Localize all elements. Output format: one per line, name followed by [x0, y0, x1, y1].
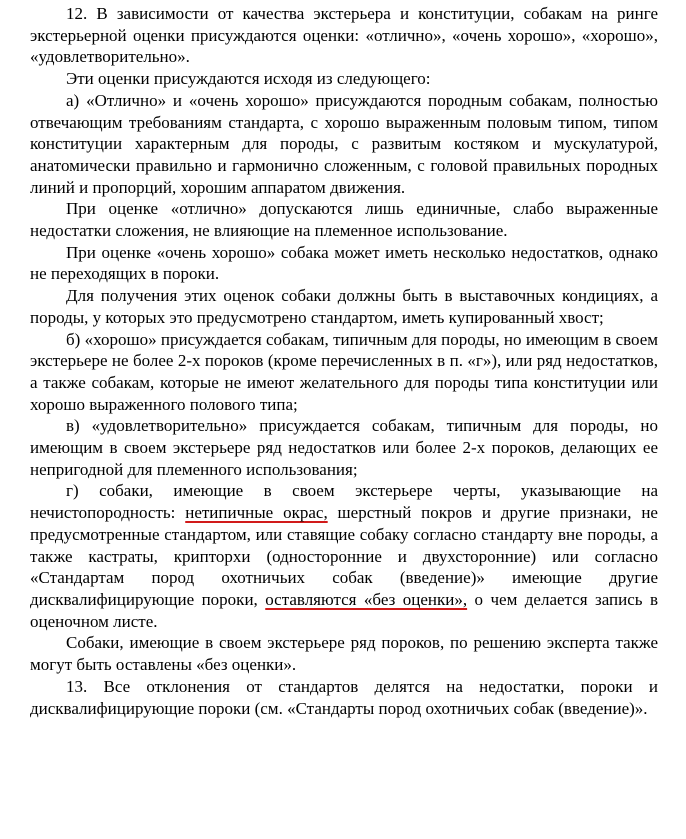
- paragraph-g-text-1: г) собаки, имеющие в своем экстерьере черты, указывающие на нечистопородность:: [30, 481, 658, 523]
- paragraph-g-text-2: шерстный покров и другие признаки, не предусмотренные стандартом, или ставящие собаку согласно стандарту вне породы, а также кастраты, крипторхи (односторонние и двухсторонние) или согласно «Стандартам пород охотничьих собак (введение)» имеющие другие дисквалифицирующие пороки,: [30, 503, 658, 609]
- paragraph-excellent-note: При оценке «отлично» допускаются лишь единичные, слабо выраженные недостатки сложения, не влияющие на племенное использование.: [30, 199, 658, 241]
- underlined-phrase-atypical-color: нетипичные окрас,: [185, 503, 328, 523]
- underlined-phrase-without-grade: оставляются «без оценки»,: [265, 589, 468, 609]
- paragraph-g: [30, 480, 658, 632]
- paragraph-conditions: Для получения этих оценок собаки должны быть в выставочных кондициях, а породы, у которых это предусмотрено стандартом, иметь купированный хвост;: [30, 286, 658, 327]
- paragraph-no-grade-note: Собаки, имеющие в своем экстерьере ряд пороков, по решению эксперта также могут быть оставлены «без оценки».: [30, 633, 658, 675]
- paragraph-g-text-3: о чем делается запись в оценочном листе.: [30, 589, 658, 631]
- paragraph-v: в) «удовлетворительно» присуждается собакам, типичным для породы, но имеющим в своем экстерьере ряд недостатков или более 2-х пороков, делающих ее непригодной для племенного использования;: [30, 416, 658, 479]
- paragraph-b: б) «хорошо» присуждается собакам, типичным для породы, но имеющим в своем экстерьере не более 2-х пороков (кроме перечисленных в п. «г»), или ряд недостатков, а также собакам, которые не имеют желательного для породы типа конституции или хорошо выраженного полового типа;: [30, 329, 658, 414]
- paragraph-a: а) «Отлично» и «очень хорошо» присуждаются породным собакам, полностью отвечающим требованиям стандарта, с хорошо выраженным половым типом, типом конституции характерным для породы, с развитым костяком и мускулатурой, анатомически правильно и гармонично сложенным, с головой правильных породных линий и пропорций, хорошим аппаратом движения.: [30, 90, 658, 197]
- paragraph-intro: Эти оценки присуждаются исходя из следующего:: [66, 69, 431, 89]
- paragraph-13: 13. Все отклонения от стандартов делятся на недостатки, пороки и дисквалифицирующие пороки (см. «Стандарты пород охотничьих собак (введение)».: [30, 676, 658, 718]
- paragraph-very-good-note: При оценке «очень хорошо» собака может иметь несколько недостатков, однако не переходящих в пороки.: [30, 242, 658, 284]
- paragraph-12: 12. В зависимости от качества экстерьера и конституции, собакам на ринге экстерьерной оценки присуждаются оценки: «отлично», «очень хорошо», «хорошо», «удовлетворительно».: [30, 4, 658, 67]
